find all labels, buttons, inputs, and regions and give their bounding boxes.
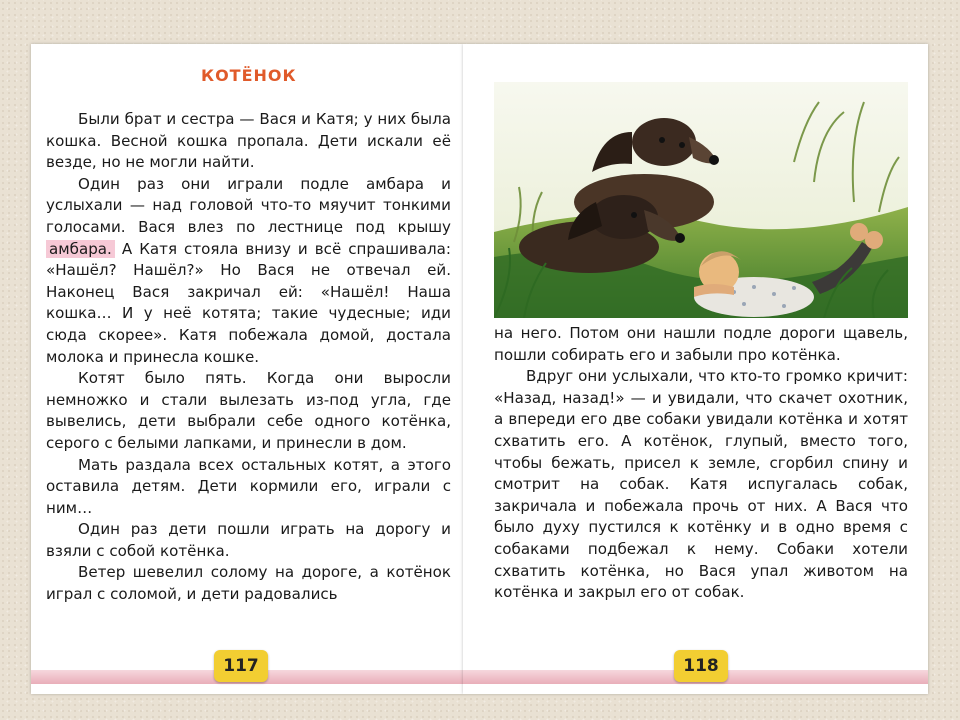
paragraph: Один раз дети пошли играть на дорогу и взяли с собой котёнка.: [46, 520, 451, 560]
illustration-dogs-boy: [494, 82, 908, 318]
paragraph-continuation: на него. Потом они нашли подле дороги щавель, пошли собирать его и забыли про котёнка.: [494, 324, 908, 364]
paragraph-text: А Катя стояла внизу и всё спрашивала: «Нашёл? Нашёл?» Но Вася не отвечал ей. Наконец Вася закричал ей: «Нашёл! Наша кошка… И у неё котята; такие чудесные; иди сюда скорее». Катя побежала домой, достала молока и принесла кошке.: [46, 239, 451, 366]
story-title: КОТЁНОК: [201, 66, 297, 85]
left-page: [31, 44, 463, 694]
paragraph: Ветер шевелил солому на дороге, а котёнок играл с соломой, и дети радовались: [46, 563, 451, 604]
paragraph: [46, 174, 451, 368]
page-number-badge: 118: [674, 650, 728, 682]
right-page-text: [494, 323, 908, 604]
left-page-text: [46, 109, 451, 606]
paragraph: Котят было пять. Когда они выросли немножко и стали вылезать из-под угла, где вывелись, дети выбрали себе одного котёнка, серого с белыми лапками, и принесли в дом.: [46, 369, 451, 452]
paragraph: Вдруг они услыхали, что кто-то громко кричит: «Назад, назад!» — и увидали, что скачет охотник, а впереди его две собаки увидали котёнка и хотят схватить его. А котёнок, глупый, вместо того, чтобы бежать, присел к земле, сгорбил спину и смотрит на собак. Катя испугалась собак, закричала и побежала прочь от них. А Вася что было духу пустился к котёнку и в одно время с собаками подбежал к нему. Собаки хотели схватить котёнка, но Вася упал животом на котёнка и закрыл его от собак.: [494, 367, 908, 602]
paragraph: Были брат и сестра — Вася и Катя; у них была кошка. Весной кошка пропала. Дети искали её везде, но не могли найти.: [46, 110, 451, 172]
paragraph-text: Один раз они играли подле амбара и услыхали — над головой что-то мяучит тонкими голосами. Вася влез по лестнице под крышу: [46, 174, 451, 236]
paragraph: Мать раздала всех остальных котят, а этого оставила детям. Дети кормили его, играли с ним…: [46, 455, 451, 517]
right-page: [463, 44, 928, 694]
highlighted-word: амбара.: [46, 240, 115, 258]
page-number-badge: 117: [214, 650, 268, 682]
